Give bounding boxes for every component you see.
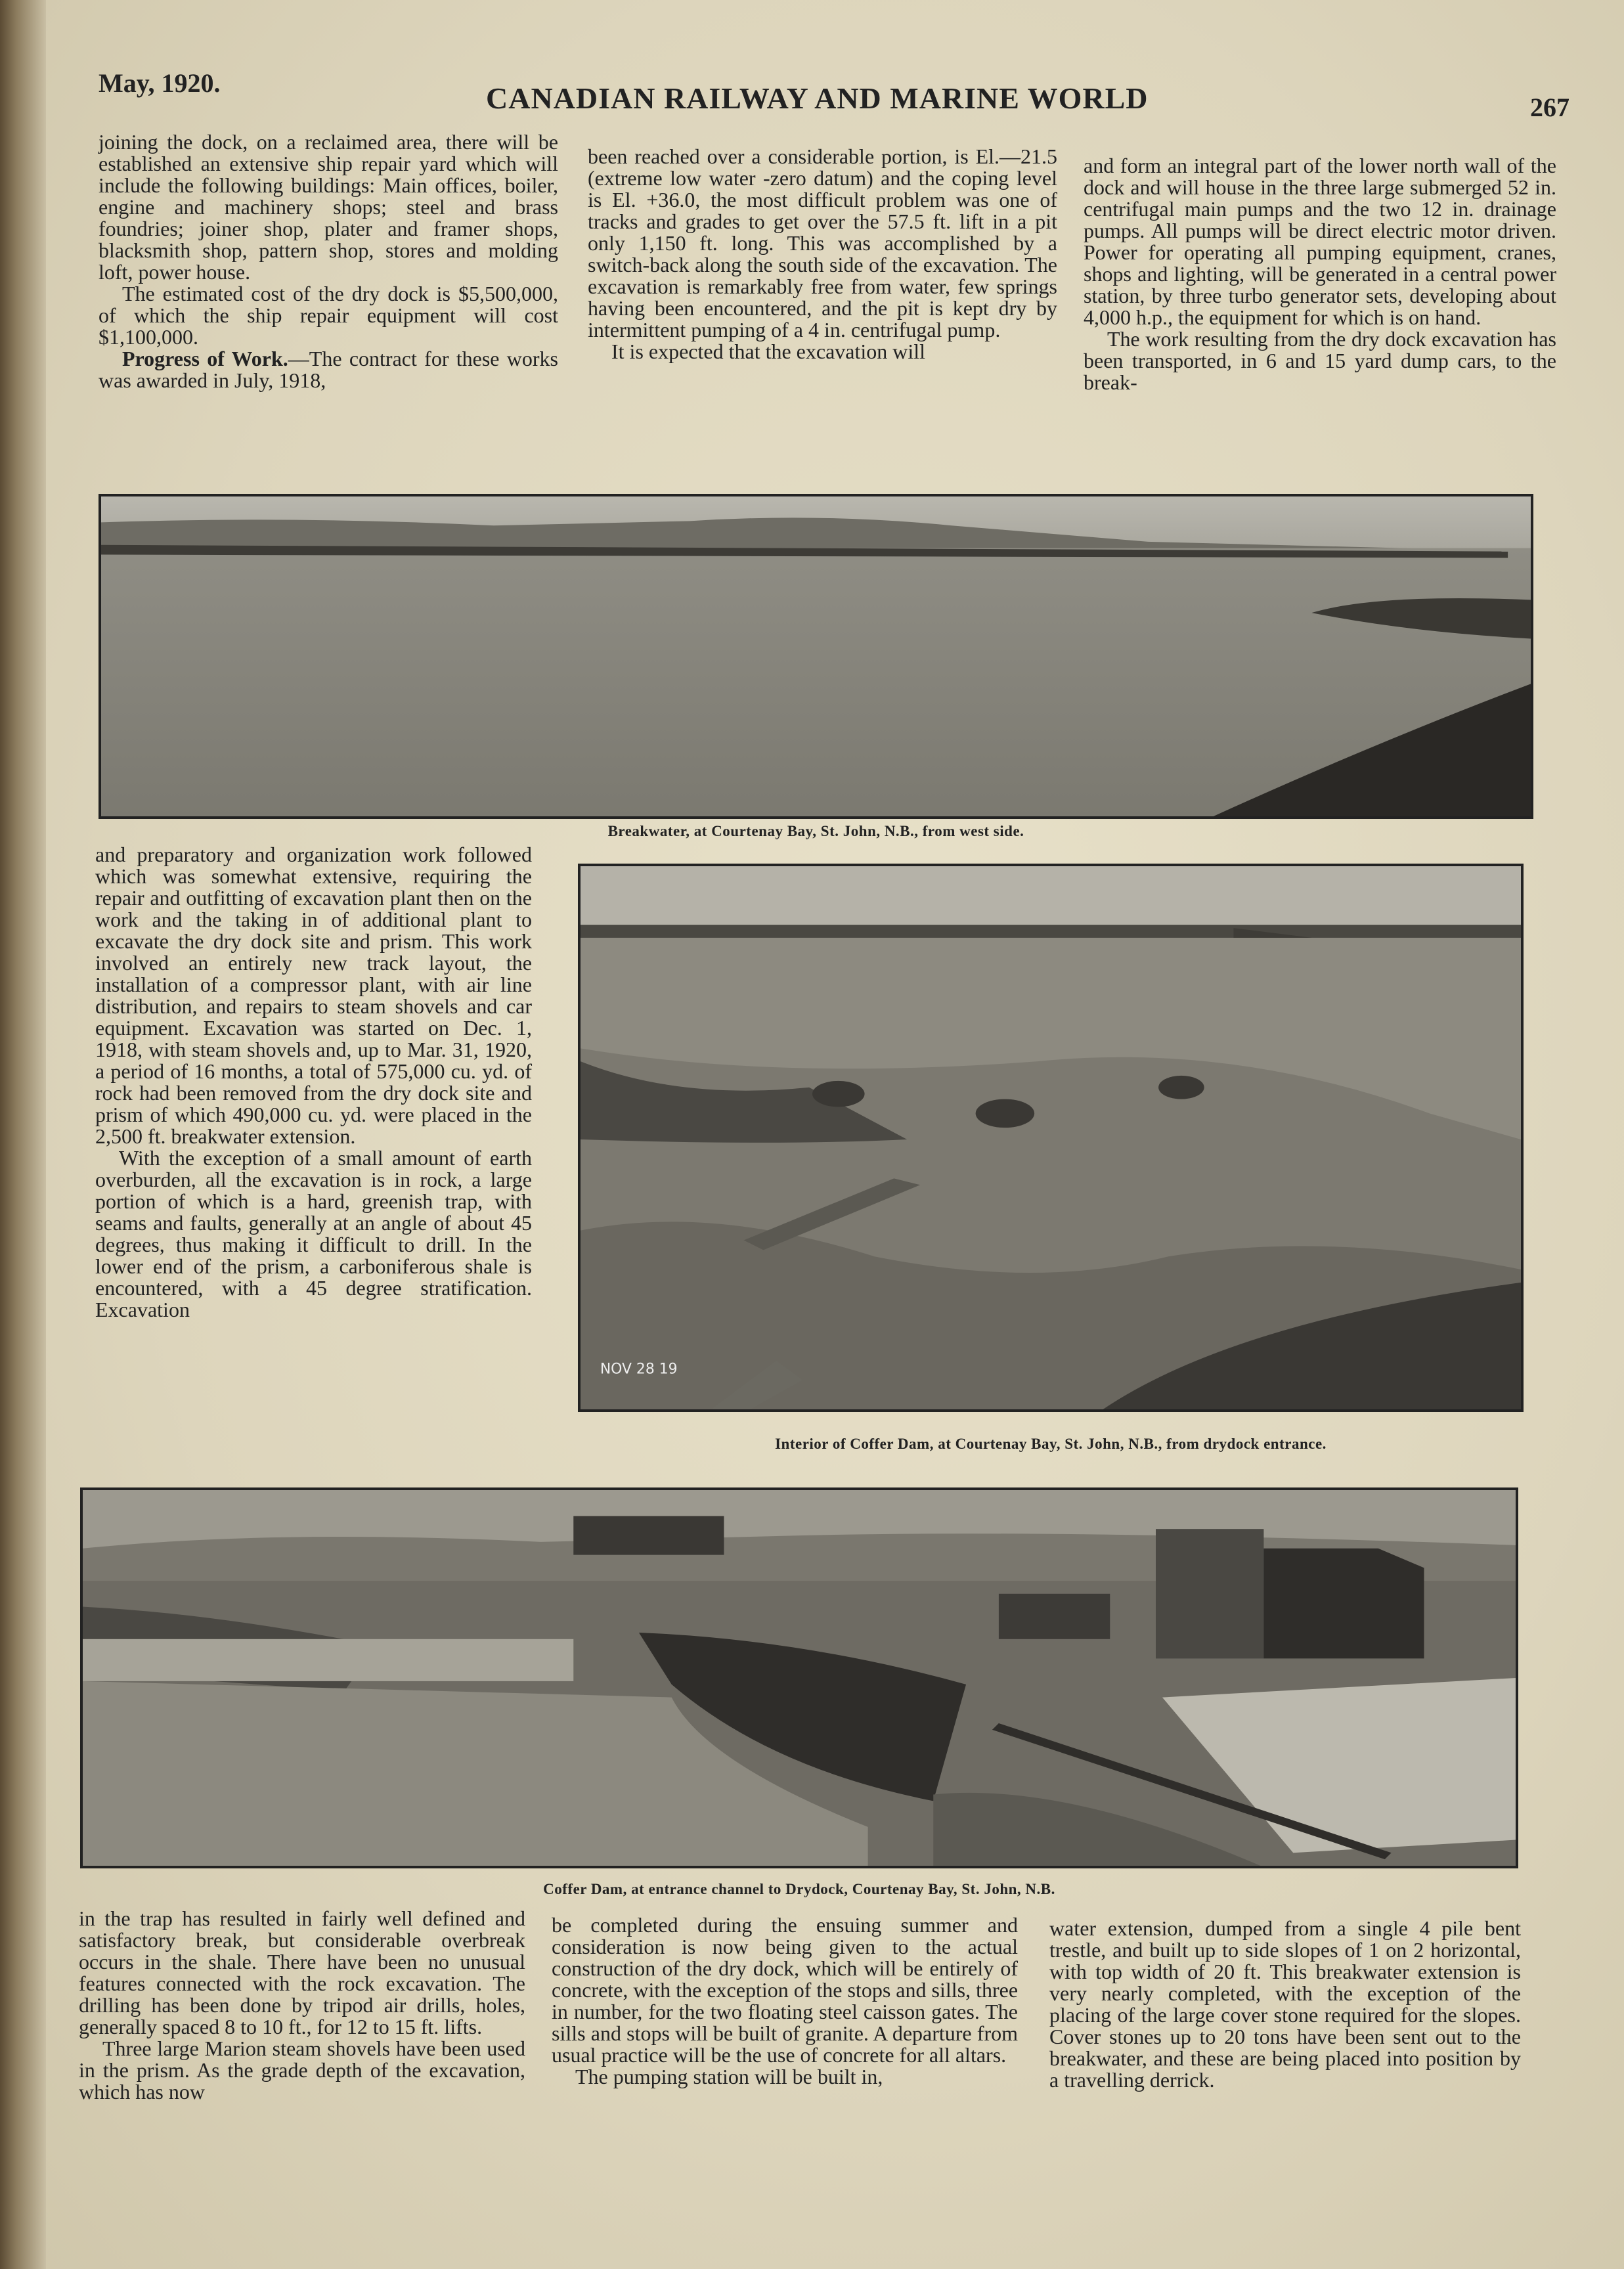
page-number: 267: [1530, 93, 1569, 122]
paragraph: and form an integral part of the lower north wall of the dock and will house in the three large submerged 52 in. centrifugal main pumps and the two 12 in. drainage pumps. All pumps will be direct electric motor driven. Power for operating all pumping equipment, cranes, shops and lighting, will be generated in a central power station, by three turbo generator sets, developing about 4,000 h.p., the equipment for which is on hand.: [1084, 154, 1556, 329]
paragraph: Three large Marion steam shovels have been used in the prism. As the grade depth of the excavation, which has now: [79, 2037, 525, 2104]
paragraph: [99, 348, 558, 391]
page-header: [92, 62, 1569, 122]
paragraph: The pumping station will be built in,: [575, 2065, 883, 2088]
breakwater-photo: [99, 494, 1533, 819]
paragraph: been reached over a considerable portion, is El.—21.5 (extreme low water -zero datum) and the coping level is El. +36.0, the most difficult problem was one of tracks and grades to get over the 57.5 ft. lift in a pit only 1,150 ft. long. This was accomplished by a switch-back along the south side of the excavation. The excavation is remarkably free from water, few springs having been encountered, and the pit is kept dry by intermittent pumping of a 4 in. centrifugal pump.: [588, 144, 1057, 341]
bottom-column-3: [1049, 1918, 1521, 2091]
bottom-column-2: [552, 1914, 1018, 2088]
publication-title: CANADIAN RAILWAY AND MARINE WORLD: [486, 81, 1149, 115]
middle-column: [95, 844, 532, 1321]
coffer-dam-entrance-photo: [80, 1487, 1518, 1868]
photo-caption: Breakwater, at Courtenay Bay, St. John, N.B., from west side.: [607, 823, 1024, 839]
paragraph: be completed during the ensuing summer and consideration is now being given to the actual construction of the dry dock, which will be entirely of concrete, with the exception of the stops and sills, three in number, for the two floating steel caisson gates. The sills and stops will be built of granite. A departure from usual practice will be the use of concrete for all altars.: [552, 1913, 1019, 2067]
photo-caption: Coffer Dam, at entrance channel to Drydock, Courtenay Bay, St. John, N.B.: [543, 1881, 1055, 1897]
paragraph: The work resulting from the dry dock excavation has been transported, in 6 and 15 yard dump cars, to the break-: [1084, 327, 1556, 394]
top-column-3: [1084, 155, 1556, 393]
top-column-2: [588, 146, 1057, 363]
paragraph: and preparatory and organization work followed which was somewhat extensive, requiring the repair and outfitting of excavation plant then on the work and the taking in of additional plant to excavate the dry dock site and prism. This work involved an entirely new track layout, the installation of a compressor plant, with air line distribution, and repairs to steam shovels and car equipment. Excavation was started on Dec. 1, 1918, with steam shovels and, up to Mar. 31, 1920, a period of 16 months, a total of 575,000 cu. yd. of rock had been removed from the dry dock site and prism of which 490,000 cu. yd. were placed in the 2,500 ft. breakwater extension.: [95, 843, 532, 1148]
bottom-column-1: [79, 1908, 525, 2103]
paragraph: With the exception of a small amount of earth overburden, all the excavation is in rock, a large portion of which is a hard, greenish trap, with seams and faults, generally at an angle of about 45 degrees, thus making it difficult to drill. In the lower end of the prism, a carboniferous shale is encountered, with a 45 degree stratification. Excavation: [95, 1146, 532, 1321]
paragraph: It is expected that the excavation will: [611, 340, 926, 363]
section-runin-heading: Progress of Work.: [122, 347, 288, 370]
photo-date-stamp: NOV 28 19: [600, 1361, 678, 1378]
paragraph: The estimated cost of the dry dock is $5,500,000, of which the ship repair equipment will cost $1,100,000.: [99, 282, 558, 349]
paragraph: joining the dock, on a reclaimed area, there will be established an extensive ship repair yard which will include the following buildings: Main offices, boiler, engine and machinery shops; steel and brass foundries; joiner shop, plater and framer shops, blacksmith shop, pattern shop, stores and molding loft, power house.: [99, 130, 558, 284]
paragraph: in the trap has resulted in fairly well defined and satisfactory break, but considerable overbreak occurs in the shale. There have been no unusual features connected with the rock excavation. The drilling has been done by tripod air drills, holes, generally spaced 8 to 10 ft., for 12 to 15 ft. lifts.: [79, 1906, 525, 2038]
top-column-1: [99, 131, 558, 391]
paragraph: water extension, dumped from a single 4 pile bent trestle, and built up to side slopes of 1 on 2 horizontal, with top width of 20 ft. This breakwater extension is very nearly completed, with the exception of the placing of the large cover stone required for the slopes. Cover stones up to 20 tons have been sent out to the breakwater, and these are being placed into position by a travelling derrick.: [1049, 1916, 1521, 2092]
photo-caption: Interior of Coffer Dam, at Courtenay Bay, St. John, N.B., from drydock entrance.: [775, 1436, 1327, 1452]
book-spine-shadow: [0, 0, 46, 2269]
coffer-dam-interior-photo: [578, 864, 1524, 1412]
issue-date: May, 1920.: [99, 68, 221, 98]
paragraph-text: —The contract for these works was awarded in July, 1918,: [99, 347, 559, 392]
